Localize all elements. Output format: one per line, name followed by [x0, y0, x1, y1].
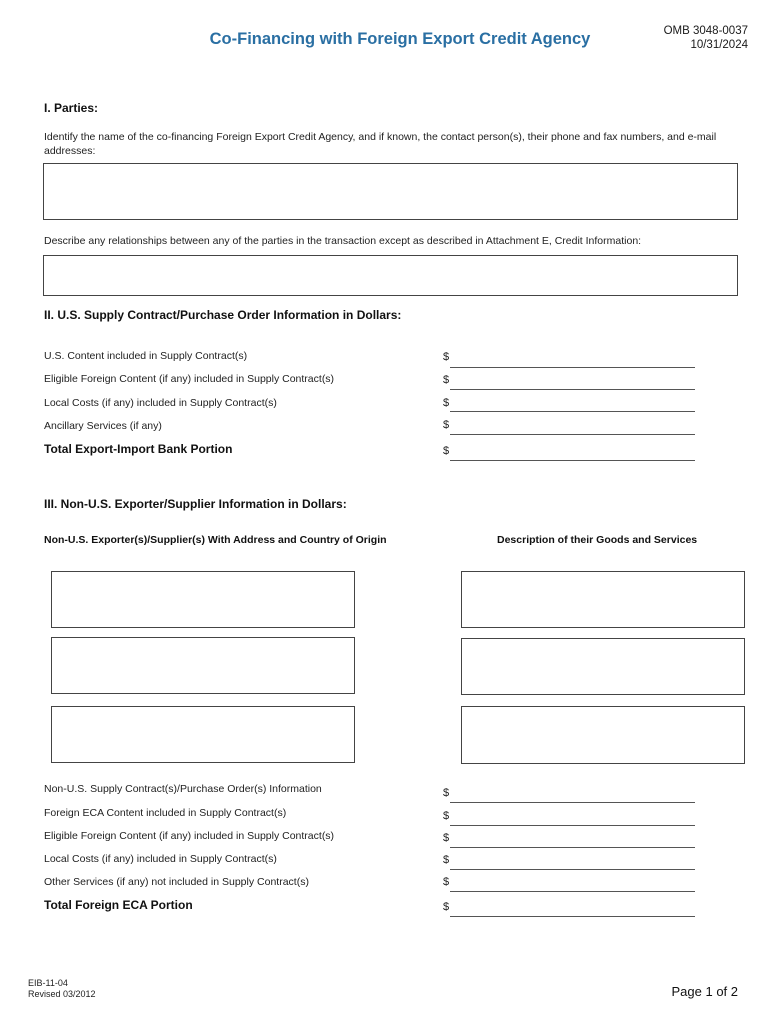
foreign-eca-content-field[interactable]: [450, 825, 695, 826]
exporter-textarea-1[interactable]: [51, 571, 355, 628]
total-foreign-eca-field[interactable]: [450, 916, 695, 917]
eligible-foreign-content-label-2: Eligible Foreign Content (if any) included in Supply Contract(s): [44, 830, 335, 842]
currency-symbol: $: [443, 351, 450, 363]
omb-block: [664, 24, 748, 52]
currency-symbol: $: [443, 832, 450, 844]
section-us-supply-heading: II. U.S. Supply Contract/Purchase Order Information in Dollars:: [44, 308, 402, 322]
exporter-textarea-2[interactable]: [51, 637, 355, 694]
omb-number: OMB 3048-0037: [663, 25, 748, 37]
eca-contact-textarea[interactable]: [43, 163, 738, 220]
currency-symbol: $: [443, 374, 450, 386]
currency-symbol: $: [443, 445, 450, 457]
currency-symbol: $: [443, 876, 450, 888]
goods-services-textarea-3[interactable]: [461, 706, 745, 764]
currency-symbol: $: [443, 854, 450, 866]
form-id: EIB-11-04: [28, 978, 68, 988]
local-costs-label-2: Local Costs (if any) included in Supply Contract(s): [44, 853, 277, 865]
local-costs-label: Local Costs (if any) included in Supply Contract(s): [44, 397, 277, 409]
us-content-label: U.S. Content included in Supply Contract(s): [44, 350, 248, 362]
foreign-eca-content-label: Foreign ECA Content included in Supply Contract(s): [44, 807, 287, 819]
exporter-textarea-3[interactable]: [51, 706, 355, 763]
currency-symbol: $: [443, 810, 450, 822]
non-us-contract-label: Non-U.S. Supply Contract(s)/Purchase Order(s) Information: [44, 783, 322, 795]
total-exim-portion-field[interactable]: [450, 460, 695, 461]
currency-symbol: $: [443, 397, 450, 409]
other-services-field[interactable]: [450, 891, 695, 892]
relationships-instruction: Describe any relationships between any of the parties in the transaction except as described in Attachment E, Credit Information:: [44, 235, 642, 247]
revision-date: Revised 03/2012: [28, 989, 96, 999]
form-title: Co-Financing with Foreign Export Credit Agency: [209, 30, 591, 48]
other-services-label: Other Services (if any) not included in Supply Contract(s): [44, 876, 309, 888]
total-exim-portion-label: Total Export-Import Bank Portion: [44, 442, 233, 456]
page-number: Page 1 of 2: [671, 984, 738, 999]
currency-symbol: $: [443, 901, 450, 913]
currency-symbol: $: [443, 419, 450, 431]
exporter-column-heading: Non-U.S. Exporter(s)/Supplier(s) With Address and Country of Origin: [44, 534, 387, 546]
form-footer: [28, 978, 96, 1000]
goods-services-textarea-1[interactable]: [461, 571, 745, 628]
parties-instruction: Identify the name of the co-financing Foreign Export Credit Agency, and if known, the contact person(s), their phone and fax numbers, and e-mail addresses:: [44, 131, 717, 157]
goods-services-column-heading: Description of their Goods and Services: [497, 534, 698, 546]
total-foreign-eca-label: Total Foreign ECA Portion: [44, 898, 193, 912]
omb-expiration-date: 10/31/2024: [690, 39, 748, 51]
ancillary-services-label: Ancillary Services (if any): [44, 420, 162, 432]
section-parties-heading: I. Parties:: [44, 101, 99, 115]
non-us-contract-field[interactable]: [450, 802, 695, 803]
ancillary-services-field[interactable]: [450, 434, 695, 435]
us-content-field[interactable]: [450, 367, 695, 368]
currency-symbol: $: [443, 787, 450, 799]
eligible-foreign-content-field-2[interactable]: [450, 847, 695, 848]
goods-services-textarea-2[interactable]: [461, 638, 745, 695]
section-non-us-heading: III. Non-U.S. Exporter/Supplier Information in Dollars:: [44, 497, 347, 511]
eligible-foreign-content-label: Eligible Foreign Content (if any) included in Supply Contract(s): [44, 373, 335, 385]
eligible-foreign-content-field[interactable]: [450, 389, 695, 390]
local-costs-field-2[interactable]: [450, 869, 695, 870]
relationships-textarea[interactable]: [43, 255, 738, 296]
local-costs-field[interactable]: [450, 411, 695, 412]
